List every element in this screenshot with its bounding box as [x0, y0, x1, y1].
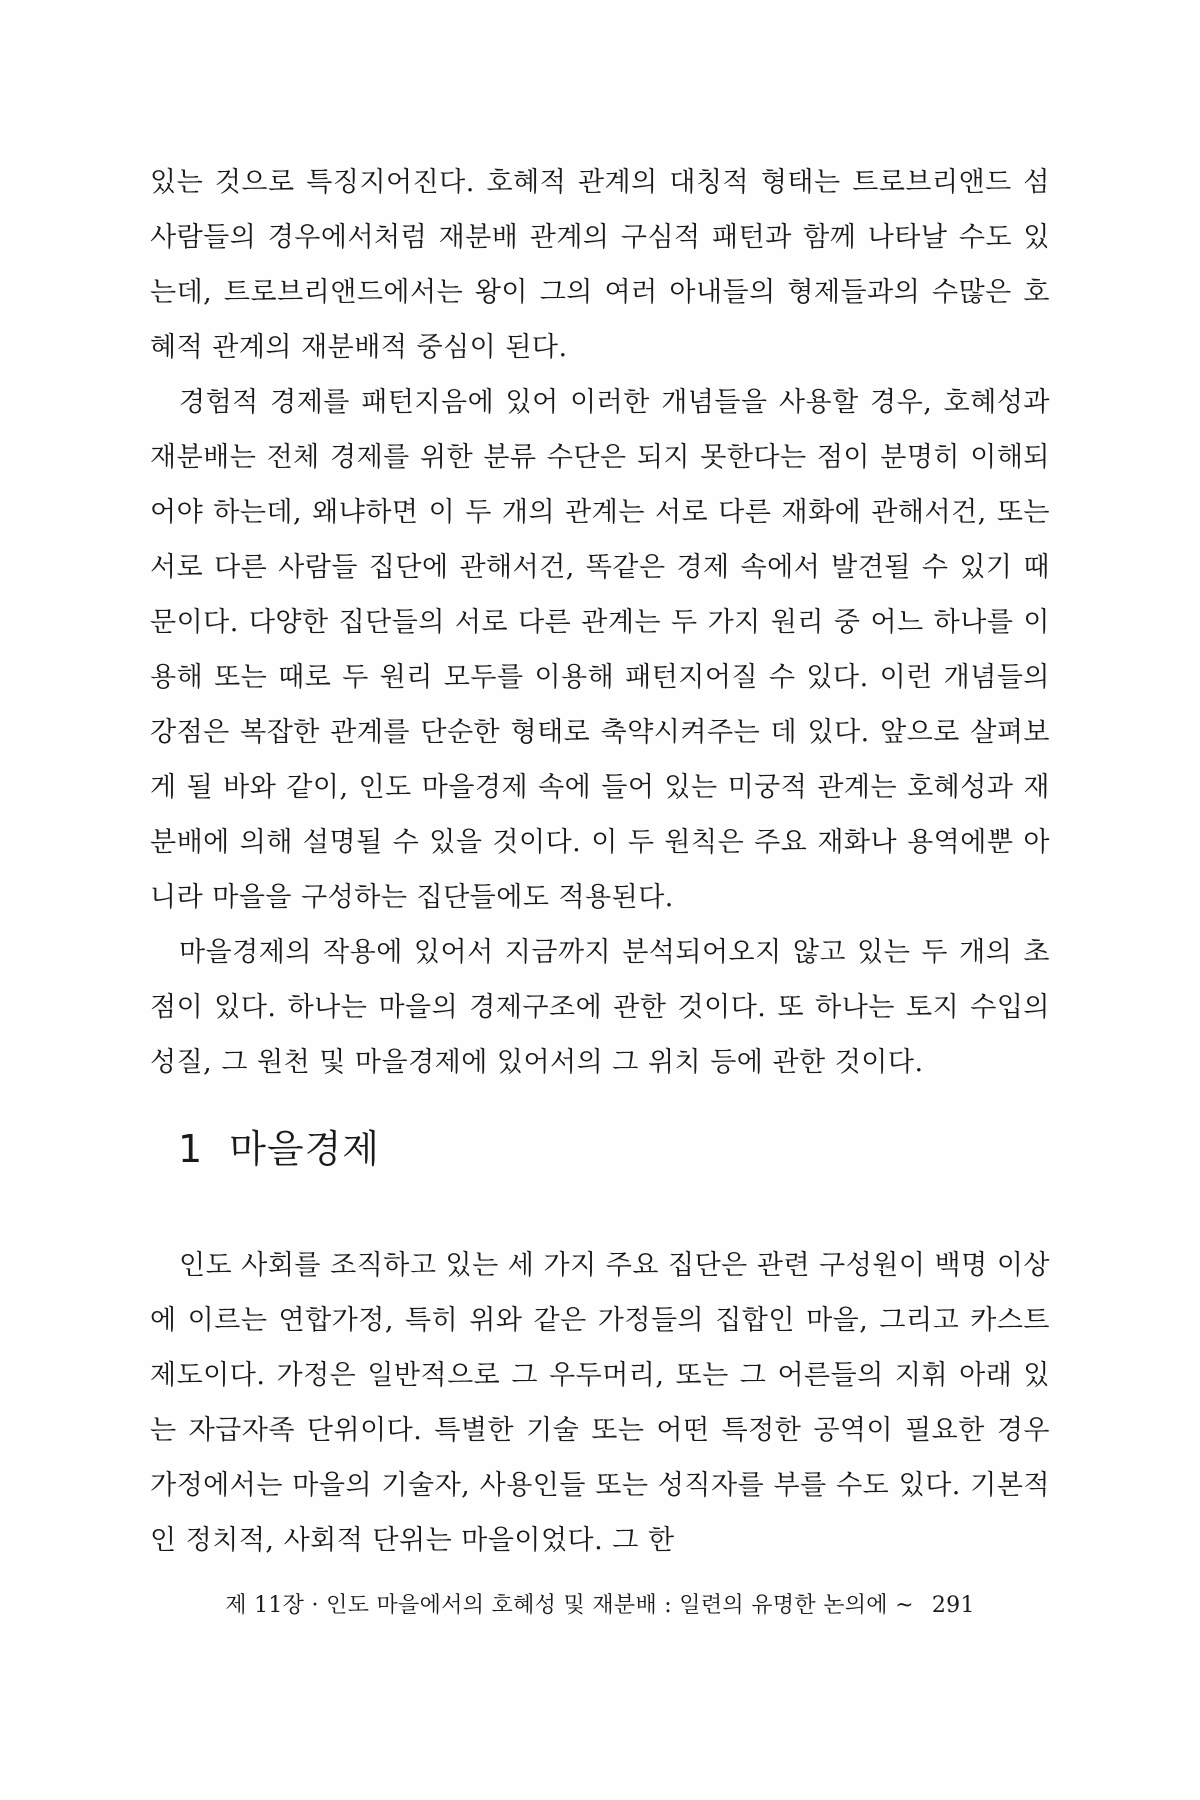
- paragraph: 경험적 경제를 패턴지음에 있어 이러한 개념들을 사용할 경우, 호혜성과 재분배는 전체 경제를 위한 분류 수단은 되지 못한다는 점이 분명히 이해되어야 하는데, 왜냐하면 이 두 개의 관계는 서로 다른 재화에 관해서건, 또는 서로 다른 사람들 집단에 관해서건, 똑같은 경제 속에서 발견될 수 있기 때문이다. 다양한 집단들의 서로 다른 관계는 두 가지 원리 중 어느 하나를 이용해 또는 때로 두 원리 모두를 이용해 패턴지어질 수 있다. 이런 개념들의 강점은 복잡한 관계를 단순한 형태로 축약시켜주는 데 있다. 앞으로 살펴보게 될 바와 같이, 인도 마을경제 속에 들어 있는 미궁적 관계는 호혜성과 재분배에 의해 설명될 수 있을 것이다. 이 두 원칙은 주요 재화나 용역에뿐 아니라 마을을 구성하는 집단들에도 적용된다.: [150, 387, 1050, 913]
- paragraph-continued: 있는 것으로 특징지어진다. 호혜적 관계의 대칭적 형태는 트로브리앤드 섬 사람들의 경우에서처럼 재분배 관계의 구심적 패턴과 함께 나타날 수도 있는데, 트로브리앤드에서는 왕이 그의 여러 아내들의 형제들과의 수많은 호혜적 관계의 재분배적 중심이 된다.: [150, 167, 1050, 363]
- section-heading: [178, 1118, 380, 1173]
- body-text: [150, 155, 1050, 1090]
- running-title: 제 11장 · 인도 마을에서의 호혜성 및 재분배 : 일련의 유명한 논의에 ~: [225, 1593, 914, 1618]
- paragraph: 마을경제의 작용에 있어서 지금까지 분석되어오지 않고 있는 두 개의 초점이 있다. 하나는 마을의 경제구조에 관한 것이다. 또 하나는 토지 수입의 성질, 그 원천 및 마을경제에 있어서의 그 위치 등에 관한 것이다.: [150, 937, 1050, 1078]
- paragraph: 인도 사회를 조직하고 있는 세 가지 주요 집단은 관련 구성원이 백명 이상에 이르는 연합가정, 특히 위와 같은 가정들의 집합인 마을, 그리고 카스트 제도이다. 가정은 일반적으로 그 우두머리, 또는 그 어른들의 지휘 아래 있는 자급자족 단위이다. 특별한 기술 또는 어떤 특정한 공역이 필요한 경우 가정에서는 마을의 기술자, 사용인들 또는 성직자를 부를 수도 있다. 기본적인 정치적, 사회적 단위는 마을이었다. 그 한: [150, 1250, 1050, 1556]
- page-number: 291: [931, 1593, 975, 1618]
- page-footer: [0, 1588, 1200, 1619]
- section-body-text: [150, 1238, 1050, 1568]
- section-title: 마을경제: [229, 1127, 381, 1171]
- section-number: 1: [178, 1127, 204, 1171]
